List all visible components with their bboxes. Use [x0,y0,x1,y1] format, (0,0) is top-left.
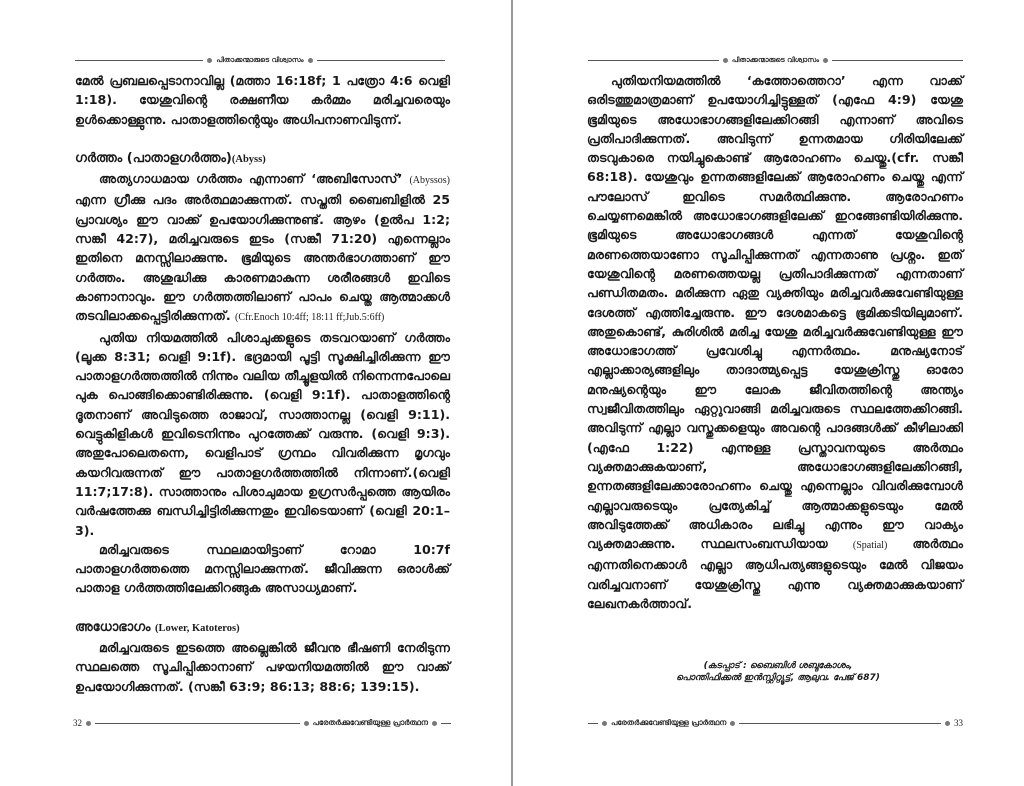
source-line: (കടപ്പാട് : ബൈബിൾ ശബ്ദകോശം, [703,661,853,671]
head-rule [75,60,203,61]
text-run: അത്യഗാധമായ ഗർത്തം എന്നാണ് ‘അബിസോസ്’ [99,171,410,187]
ornament-dot [723,58,728,63]
right-page [513,0,1024,786]
paragraph: മരിച്ചവരുടെ ഇടത്തെ അല്ലെങ്കിൽ ജീവനു ഭീഷണി നേരിടുന്ന സ്ഥലത്തെ സൂചിപ്പിക്കാനാണ് പഴയനിയമത്തിൽ ഈ വാക്ക് ഉപയോഗിക്കുന്നത്. (സങ്കീ 63:9; 86:13; 88:6; 139:15). [75,640,450,694]
text-run: അർത്ഥം എന്നതിനെക്കാൾ എല്ലാ ആധിപത്യങ്ങളുടെയും മേൽ വിജയം വരിച്ചവനാണ് യേശുക്രിസ്തു എന്നു വ്യക്തമാക്കുകയാണ് ലേഖനകർത്താവ്. [587,536,963,612]
continuation-paragraph: മേൽ പ്രബലപ്പെടാനാവില്ല (മത്താ 16:18f; 1 പത്രോ 4:6 വെളി 1:18). യേശുവിന്റെ രക്ഷണീയ കർമ്മം മരിച്ചവരെയും ഉൾക്കൊള്ളുന്നു. പാതാളത്തിന്റെയും അധിപനാണവിടുന്ന്. [75,73,450,127]
foot-rule [588,723,598,724]
heading-latin: (Lower, Katoteros) [155,622,240,634]
ornament-dot [602,721,607,726]
running-foot-title: പരേതർക്കുവേണ്ടിയുള്ള പ്രാർത്ഥന [611,718,727,727]
paragraph: മരിച്ചവരുടെ സ്ഥലമായിട്ടാണ് റോമാ 10:7f പാതാളഗർത്തത്തെ മനസ്സിലാക്കുന്നത്. ജീവിക്കുന്ന ഒരാൾക്ക് പാതാള ഗർത്തത്തിലേക്കിറങ്ങുക അസാധ്യമാണ്. [75,541,450,596]
page-number: 32 [73,718,82,728]
paragraph: പുതിയ നിയമത്തിൽ പിശാചുക്കളുടെ തടവറയാണ് ഗർത്തം (ലൂക്ക 8:31; വെളി 9:1f). ഭദ്രമായി പൂട്ടി സൂക്ഷിച്ചിരിക്കുന്ന ഈ പാതാളഗർത്തത്തിൽ നിന്നും വലിയ തീച്ചൂളയിൽ നിന്നെന്നപോലെ പുക പൊങ്ങിക്കൊണ്ടിരിക്കുന്നു. (വെളി 9:1f). പാതാളത്തിന്റെ ദൂതനാണ് അവിടുത്തെ രാജാവ്, സാത്താനല്ല (വെളി 9:11). വെട്ടുകിളികൾ ഇവിടെനിന്നും പുറത്തേക്ക് വരുന്നു. (വെളി 9:3). അതുപോലെതന്നെ, വെളിപാട് ഗ്രന്ഥം വിവരിക്കുന്ന മൃഗവും കയറിവരുന്നത് ഈ പാതാളഗർത്തത്തിൽ നിന്നാണ്.(വെളി 11:7;17:8). സാത്താനും പിശാചുമായ ഉഗ്രസർപ്പത്തെ ആയിരം വർഷത്തേക്കു ബന്ധിച്ചിട്ടിരിക്കുന്നതും ഇവിടെയാണ് (വെളി 20:1–3). [75,329,450,538]
ornament-dot [86,721,91,726]
head-rule [317,60,445,61]
ornament-dot [304,721,309,726]
paragraph [75,169,450,327]
left-body-text [75,71,450,696]
paragraph [587,71,963,613]
source-credit [593,660,963,684]
latin-term: (Spatial) [852,540,888,552]
text-run: എന്ന ഗ്രീക്കു പദം അർത്ഥമാക്കുന്നത്. സപ്തതി ബൈബിളിൽ 25 പ്രാവശ്യം ഈ വാക്ക് ഉപയോഗിക്കുന്നുണ്ട്. ആഴം (ഉൽപ 1:2; സങ്കീ 42:7), മരിച്ചവരുടെ ഇടം (സങ്കീ 71:20) എന്നെല്ലാം ഇതിനെ മനസ്സിലാക്കുന്നു. ഭൂമിയുടെ അന്തർഭാഗത്താണ് ഈ ഗർത്തം. അശുദ്ധിക്കു കാരണമാകുന്ന ശരീരങ്ങൾ ഇവിടെ കാണാനാവും. ഈ ഗർത്തത്തിലാണ് പാപം ചെയ്ത ആത്മാക്കൾ തടവിലാക്കപ്പെട്ടിരിക്കുന്നത്. [75,192,450,324]
running-head-title: പിതാക്കന്മാരുടെ വിശ്വാസം [216,55,304,64]
foot-rule [95,723,300,724]
heading-text: അധോഭാഗം [75,619,156,635]
section-heading-abyss [75,149,450,169]
ornament-dot [823,58,828,63]
right-body-text [587,71,963,613]
foot-rule [441,723,451,724]
running-foot-title: പരേതർക്കുവേണ്ടിയുള്ള പ്രാർത്ഥന [312,718,428,727]
heading-latin: (Abyss) [231,153,266,165]
running-foot [73,716,451,730]
latin-reference: (Cfr.Enoch 10:4ff; 18:11 ff;Jub.5:6ff) [235,312,385,324]
heading-text: ഗർത്തം (പാതാളഗർത്തം) [75,150,232,166]
ornament-dot [308,58,313,63]
running-head [75,53,445,67]
ornament-dot [730,721,735,726]
page-number: 33 [954,718,963,728]
text-run: പുതിയനിയമത്തിൽ ‘കത്തോത്തെറാ’ എന്ന വാക്ക് ഒരിടത്തുമാത്രമാണ് ഉപയോഗിച്ചിട്ടുള്ളത് (എഫേ 4:9) യേശു ഭൂമിയുടെ അധോഭാഗങ്ങളിലേക്കിറങ്ങി എന്നാണ് അവിടെ പ്രതിപാദിക്കുന്നത്. അവിടുന്ന് ഉന്നതമായ ഗിരിയിലേക്ക് തടവുകാരെ നയിച്ചുകൊണ്ട് ആരോഹണം ചെയ്തു.(cfr. സങ്കീ 68:18). യേശുവും ഉന്നതങ്ങളിലേക്ക് ആരോഹണം ചെയ്തു എന്ന് പൗലോസ് ഇവിടെ സമർത്ഥിക്കുന്നു. ആരോഹണം ചെയ്യണമെങ്കിൽ അധോഭാഗങ്ങളിലേക്ക് ഇറങ്ങേണ്ടിയിരിക്കുന്നു. ഭൂമിയുടെ അധോഭാഗങ്ങൾ എന്നത് യേശുവിന്റെ മരണത്തെയാണോ സൂചിപ്പിക്കുന്നത് എന്നതാണു പ്രശ്നം. ഇത് യേശുവിന്റെ മരണത്തെയല്ല പ്രതിപാദിക്കുന്നത് എന്നതാണ് പണ്ഡിതമതം. മരിക്കുന്ന ഏതു വ്യക്തിയും മരിച്ചവർക്കുവേണ്ടിയുള്ള ദേശത്ത് എത്തിച്ചേരുന്നു. ഈ ദേശമാകട്ടെ ഭൂമിക്കടിയിലുമാണ്. അതുകൊണ്ട്, കുരിശിൽ മരിച്ച യേശു മരിച്ചവർക്കുവേണ്ടിയുള്ള ഈ അധോഭാഗത്ത് പ്രവേശിച്ചു എന്നർത്ഥം. മനുഷ്യനോട് എല്ലാക്കാര്യങ്ങളിലും താദാത്മ്യപ്പെട്ട യേശുക്രിസ്തു ഓരോ മനുഷ്യന്റെയും ഈ ലോക ജീവിതത്തിന്റെ അന്ത്യം സ്വജീവിതത്തിലും ഏറ്റുവാങ്ങി മരിച്ചവരുടെ സ്ഥലത്തേക്കിറങ്ങി. അവിടുന്ന് എല്ലാ വസ്തുക്കളെയും അവന്റെ പാദങ്ങൾക്ക് കീഴിലാക്കി (എഫേ 1:22) എന്നുള്ള പ്രസ്താവനയുടെ അർത്ഥം വ്യക്തമാക്കുകയാണ്, അധോഭാഗങ്ങളിലേക്കിറങ്ങി, ഉന്നതങ്ങളിലേക്കാരോഹണം ചെയ്തു എന്നെല്ലാം വിവരിക്കുമ്പോൾ എല്ലാവരുടെയും പ്രത്യേകിച്ച് ആത്മാക്കളുടെയും മേൽ അവിടുത്തേക്ക് അധികാരം ലഭിച്ചു എന്നും ഈ വാക്യം വ്യക്തമാക്കുന്നു. സ്ഥലസംബന്ധിയായ [587,73,963,552]
running-head [588,53,963,67]
section-heading-lower [75,618,450,638]
running-foot [588,716,963,730]
foot-rule [739,723,941,724]
ornament-dot [432,721,437,726]
source-line: പൊന്തിഫിക്കൽ ഇൻസ്റ്റിറ്റ്യൂട്ട്, ആലുവ. പേജ് 687) [676,673,880,683]
head-rule [588,60,719,61]
ornament-dot [207,58,212,63]
latin-term: (Abyssos) [409,175,450,187]
head-rule [832,60,963,61]
left-page [0,0,511,786]
running-head-title: പിതാക്കന്മാരുടെ വിശ്വാസം [731,55,820,64]
ornament-dot [945,721,950,726]
